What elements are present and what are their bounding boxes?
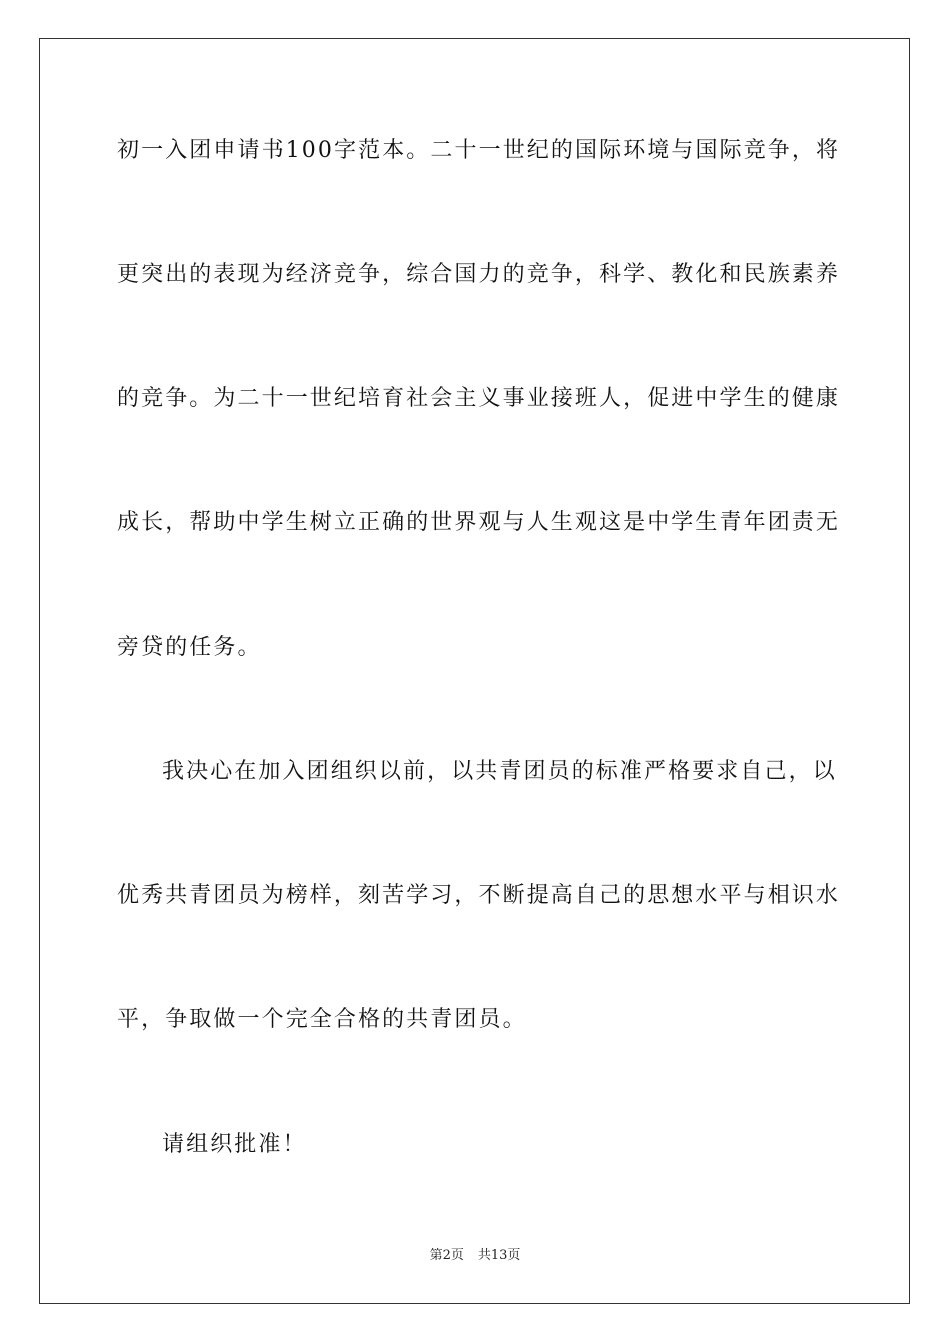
body-line-5: 旁贷的任务。: [117, 635, 262, 660]
page-number: 第2页: [429, 1248, 464, 1263]
body-line-3: 的竞争。为二十一世纪培育社会主义事业接班人，促进中学生的健康: [117, 386, 841, 411]
body-line-9: 请组织批准！: [162, 1132, 307, 1157]
body-line-2: 更突出的表现为经济竞争，综合国力的竞争，科学、教化和民族素养: [117, 262, 841, 287]
total-pages: 共13页: [477, 1248, 521, 1263]
body-line-1: 初一入团申请书100字范本。二十一世纪的国际环境与国际竞争，将: [117, 138, 841, 163]
body-line-6: 我决心在加入团组织以前，以共青团员的标准严格要求自己，以: [162, 759, 837, 784]
page-frame: [39, 38, 910, 1304]
body-line-4: 成长，帮助中学生树立正确的世界观与人生观这是中学生青年团责无: [117, 510, 841, 535]
page-footer: [0, 1247, 950, 1265]
body-line-7: 优秀共青团员为榜样，刻苦学习，不断提高自己的思想水平与相识水: [117, 883, 841, 908]
body-line-8: 平，争取做一个完全合格的共青团员。: [117, 1007, 527, 1032]
